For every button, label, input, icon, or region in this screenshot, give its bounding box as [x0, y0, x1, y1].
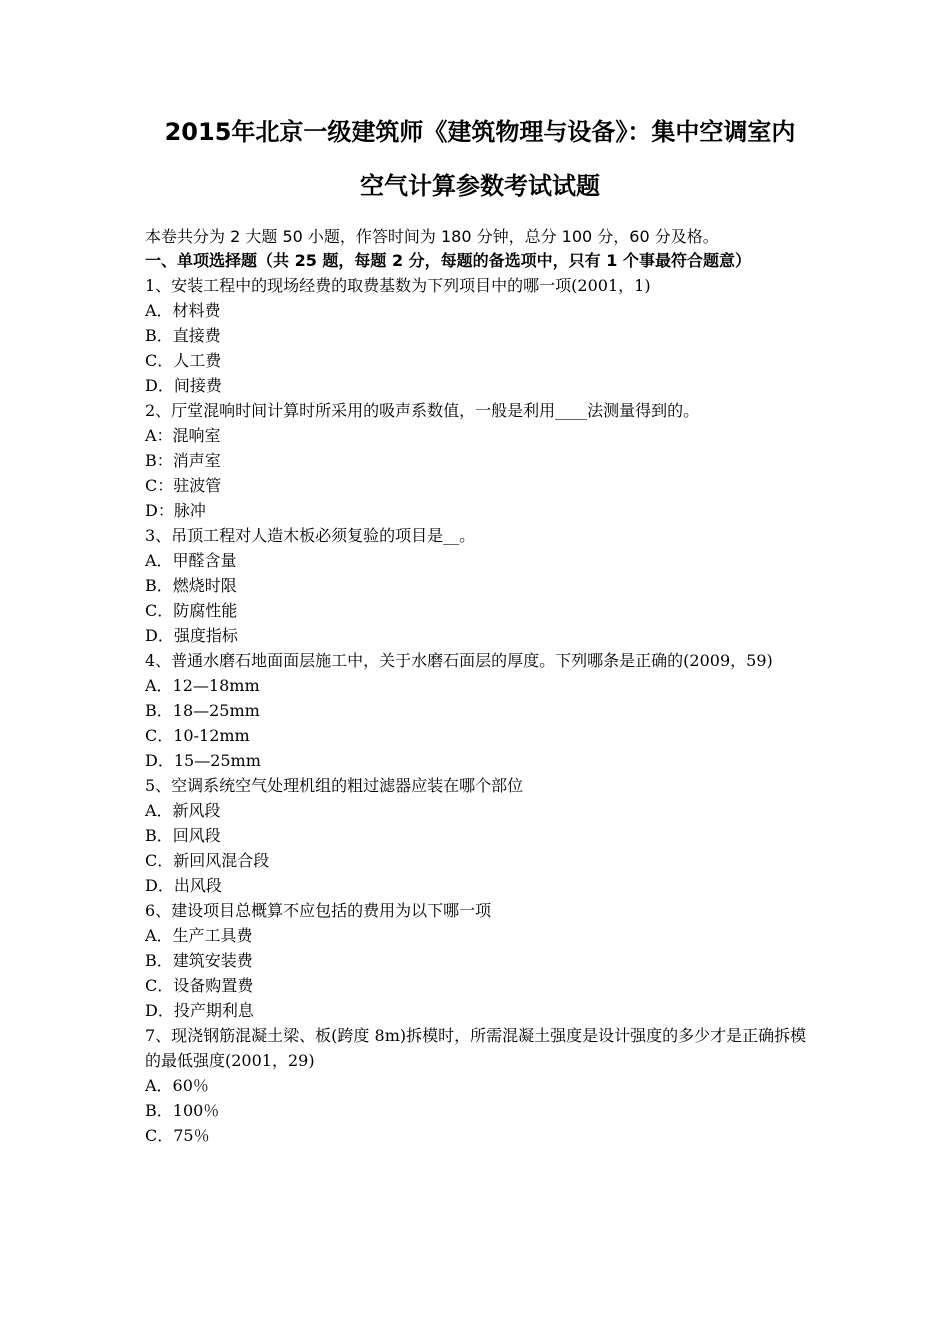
- question-block: [145, 523, 815, 648]
- section-heading: 一、单项选择题（共 25 题，每题 2 分，每题的备选项中，只有 1 个事最符合题意）: [145, 251, 751, 270]
- answer-option: A．材料费: [145, 301, 221, 320]
- answer-option: A：混响室: [145, 426, 221, 445]
- answer-option: C．10-12mm: [145, 726, 250, 745]
- answer-option: A．生产工具费: [145, 926, 253, 945]
- question-text: 1、安装工程中的现场经费的取费基数为下列项目中的哪一项(2001，1): [145, 276, 651, 295]
- answer-option: C．防腐性能: [145, 601, 238, 620]
- document-page: [145, 100, 815, 1148]
- document-title-line-1: 2015年北京一级建筑师《建筑物理与设备》：集中空调室内: [164, 118, 796, 146]
- question-text: 2、厅堂混响时间计算时所采用的吸声系数值，一般是利用____法测量得到的。: [145, 401, 700, 420]
- answer-option: B：消声室: [145, 451, 221, 470]
- question-text: 5、空调系统空气处理机组的粗过滤器应装在哪个部位: [145, 776, 524, 795]
- question-block: [145, 648, 815, 773]
- answer-option: D．出风段: [145, 876, 222, 895]
- question-block: [145, 898, 815, 1023]
- exam-intro: 本卷共分为 2 大题 50 小题，作答时间为 180 分钟，总分 100 分，60 分及格。: [145, 227, 719, 246]
- question-text: 7、现浇钢筋混凝土梁、板(跨度 8m)拆模时，所需混凝土强度是设计强度的多少才是正确拆模的最低强度(2001，29): [145, 1026, 807, 1070]
- question-text: 4、普通水磨石地面面层施工中，关于水磨石面层的厚度。下列哪条是正确的(2009，59): [145, 651, 773, 670]
- answer-option: B．18—25mm: [145, 701, 260, 720]
- question-block: [145, 1023, 815, 1148]
- answer-option: A．60％: [145, 1076, 209, 1095]
- answer-option: C．新回风混合段: [145, 851, 270, 870]
- answer-option: D．间接费: [145, 376, 222, 395]
- answer-option: C．设备购置费: [145, 976, 254, 995]
- answer-option: B．100％: [145, 1101, 220, 1120]
- answer-option: A．12—18mm: [145, 676, 260, 695]
- answer-option: B．回风段: [145, 826, 221, 845]
- question-text: 6、建设项目总概算不应包括的费用为以下哪一项: [145, 901, 492, 920]
- answer-option: D：脉冲: [145, 501, 206, 520]
- question-block: [145, 273, 815, 398]
- answer-option: D．15—25mm: [145, 751, 261, 770]
- answer-option: C：驻波管: [145, 476, 222, 495]
- answer-option: B．燃烧时限: [145, 576, 237, 595]
- question-text: 3、吊顶工程对人造木板必须复验的项目是__。: [145, 526, 476, 545]
- question-block: [145, 398, 815, 523]
- answer-option: D．投产期利息: [145, 1001, 254, 1020]
- answer-option: C．人工费: [145, 351, 222, 370]
- question-block: [145, 773, 815, 898]
- answer-option: A．新风段: [145, 801, 221, 820]
- document-title-line-2: 空气计算参数考试试题: [360, 172, 600, 200]
- answer-option: A．甲醛含量: [145, 551, 237, 570]
- answer-option: B．建筑安装费: [145, 951, 253, 970]
- answer-option: B．直接费: [145, 326, 221, 345]
- question-list: [145, 273, 815, 1148]
- answer-option: D．强度指标: [145, 626, 238, 645]
- answer-option: C．75％: [145, 1126, 210, 1145]
